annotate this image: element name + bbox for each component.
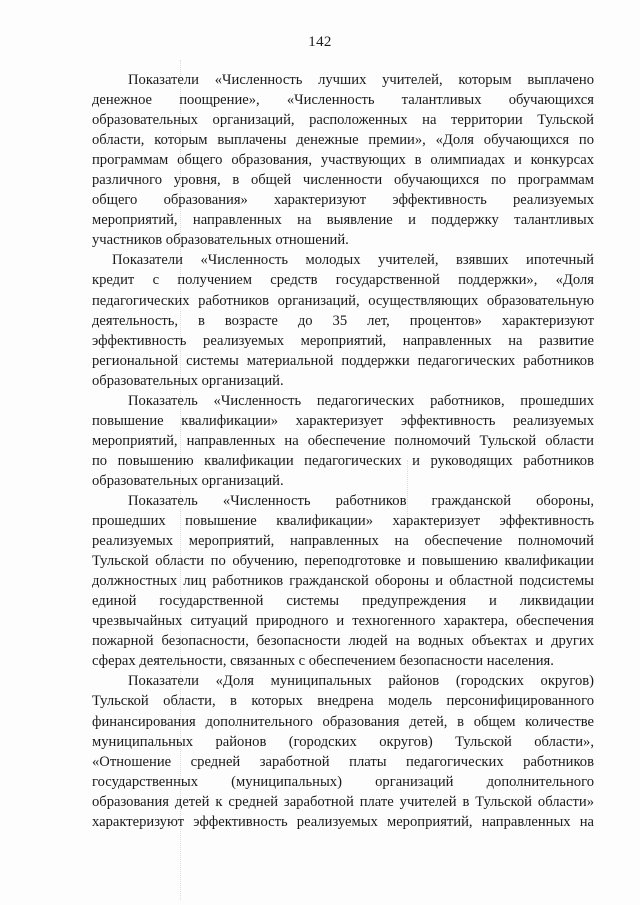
text-line: Показатели «Численность молодых учителей, взявших ипотечный: [112, 252, 594, 269]
document-body: [92, 70, 594, 832]
text-line: региональной системы материальной поддержки педагогических работников: [92, 352, 594, 369]
text-line: образования детей к средней заработной плате учителей в Тульской области»: [92, 793, 594, 810]
paragraph: [92, 491, 594, 671]
text-line: Показатель «Численность работников гражданской обороны,: [128, 492, 594, 509]
text-line: образовательных организаций.: [92, 472, 284, 489]
text-line: финансирования дополнительного образования детей, в общем количестве: [92, 713, 594, 730]
text-line: повышение квалификации» характеризует эффективность реализуемых: [92, 412, 594, 429]
text-line: программам общего образования, участвующих в олимпиадах и конкурсах: [92, 152, 594, 169]
text-line: реализуемых мероприятий, направленных на обеспечение полномочий: [92, 533, 594, 550]
text-line: педагогических работников организаций, осуществляющих образовательную: [92, 292, 594, 309]
text-line: мероприятий, направленных на выявление и поддержку талантливых: [92, 212, 594, 229]
text-line: характеризуют эффективность реализуемых мероприятий, направленных на: [92, 813, 594, 830]
paragraph: [92, 70, 594, 250]
text-line: денежное поощрение», «Численность талантливых обучающихся: [92, 92, 594, 109]
text-line: должностных лиц работников гражданской обороны и областной подсистемы: [92, 573, 594, 590]
text-line: прошедших повышение квалификации» характеризует эффективность: [92, 513, 594, 530]
text-line: эффективность реализуемых мероприятий, направленных на развитие: [92, 332, 594, 349]
text-line: деятельность, в возрасте до 35 лет, процентов» характеризуют: [92, 312, 594, 329]
text-line: «Отношение средней заработной платы педагогических работников: [92, 753, 594, 770]
text-line: области, которым выплачены денежные премии», «Доля обучающихся по: [92, 132, 594, 149]
text-line: кредит с получением средств государственной поддержки», «Доля: [92, 272, 594, 289]
paragraph: [92, 391, 594, 491]
text-line: государственных (муниципальных) организаций дополнительного: [92, 773, 594, 790]
text-line: Тульской области по обучению, переподготовке и повышению квалификации: [92, 553, 594, 570]
text-line: чрезвычайных ситуаций природного и техногенного характера, обеспечения: [92, 613, 594, 630]
text-line: мероприятий, направленных на обеспечение полномочий Тульской области: [92, 432, 594, 449]
page-number: 142: [308, 34, 332, 50]
text-line: муниципальных районов (городских округов) Тульской области»,: [92, 733, 594, 750]
text-line: пожарной безопасности, безопасности людей на водных объектах и других: [92, 633, 594, 650]
text-line: общего образования» характеризуют эффективность реализуемых: [92, 192, 594, 209]
text-line: по повышению квалификации педагогических и руководящих работников: [92, 452, 594, 469]
text-line: участников образовательных отношений.: [92, 232, 349, 249]
text-line: единой государственной системы предупреждения и ликвидации: [92, 593, 594, 610]
paragraph: [92, 250, 594, 390]
text-line: образовательных организаций.: [92, 372, 284, 389]
paragraph: [92, 671, 594, 831]
text-line: образовательных организаций, расположенных на территории Тульской: [92, 112, 594, 129]
text-line: Показатели «Доля муниципальных районов (городских округов): [128, 673, 594, 690]
text-line: Показатель «Численность педагогических работников, прошедших: [128, 392, 594, 409]
text-line: сферах деятельности, связанных с обеспечением безопасности населения.: [92, 653, 554, 670]
text-line: различного уровня, в общей численности обучающихся по программам: [92, 172, 594, 189]
text-line: Тульской области, в которых внедрена модель персонифицированного: [92, 693, 594, 710]
text-line: Показатели «Численность лучших учителей, которым выплачено: [128, 72, 594, 88]
